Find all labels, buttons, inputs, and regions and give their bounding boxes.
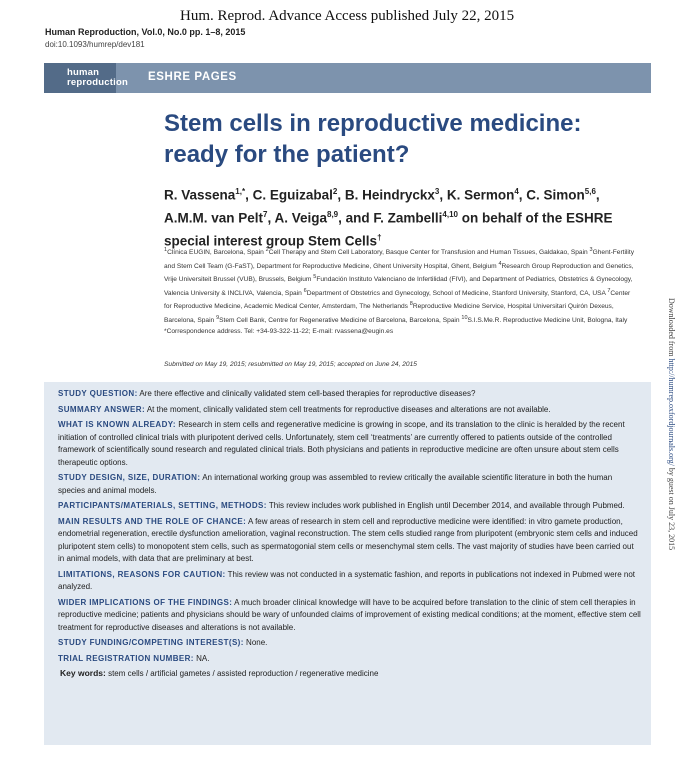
abstract-section-text: Research in stem cells and regenerative medicine is growing in scope, and its translation to the clinic is heralded by the recent initiation of controlled clinical trials with pluripotent derived cells. Unfortunately, stem cell ‘treatments’ are currently offered to patients outside of the controlled framework of scientifically sound research and regulated clinical trials. Both physicians and patients in reproductive medicine are often unsure about stem cells therapeutic options. xyxy=(58,420,625,467)
abstract-section-label: STUDY FUNDING/COMPETING INTEREST(S): xyxy=(58,638,244,647)
abstract-section-text: None. xyxy=(243,638,268,647)
section-banner xyxy=(44,63,651,93)
abstract-section xyxy=(58,500,641,513)
download-notice xyxy=(667,298,676,550)
abstract-section-label: PARTICIPANTS/MATERIALS, SETTING, METHODS: xyxy=(58,501,267,510)
abstract-section-label: STUDY QUESTION: xyxy=(58,389,138,398)
abstract-section xyxy=(58,404,641,417)
logo-line-2: reproduction xyxy=(67,77,128,88)
abstract-section xyxy=(58,472,641,497)
journal-logo xyxy=(44,63,128,93)
abstract-section-text: This review was not conducted in a systematic fashion, and reports in publications not indexed in Pubmed were not analyzed. xyxy=(58,569,635,591)
download-link[interactable]: http://humrep.oxfordjournals.org/ xyxy=(667,358,676,466)
keywords-label: Key words: xyxy=(60,668,106,678)
download-suffix: by guest on July 23, 2015 xyxy=(667,465,676,551)
doi: doi:10.1093/humrep/dev181 xyxy=(45,40,145,49)
affiliations: $^1$Clínica EUGIN, Barcelona, Spain $^2$Cell Therapy and Stem Cell Laboratory, Basque Center for Transfusion and Human Tissues, Galdakao, Spain $^3$Ghent-Fertility and Stem Cell Team (G-FaST), Department for Reproductive Medicine, Ghent University Hospital, Ghent, Belgium $^4$Research Group Reproduction and Genetics, Vrije Universiteit Brussel (VUB), Brussels, Belgium $^5$Fundación Instituto Valenciano de Infertilidad (FIVI), and Department of Pediatrics, Obstetrics & Gynecology, Valencia University & INCLIVA, Valencia, Spain $^6$Department of Obstetrics and Gynecology, School of Medicine, Stanford University, Stanford, CA, USA $^7$Center for Reproductive Medicine, Academic Medical Center, Amsterdam, The Netherlands $^8$Reproductive Medicine Service, Hospital Universitari Quirón Dexeus, Barcelona, Spain $^9$Stem Cell Bank, Centre for Regenerative Medicine of Barcelona, Barcelona, Spain $^{10}$S.I.S.Me.R. Reproductive Medicine Unit, Bologna, Italy xyxy=(164,247,635,325)
abstract-section xyxy=(58,597,641,635)
abstract-section xyxy=(58,388,641,401)
abstract-section-text: A much broader clinical knowledge will have to be acquired before translation to the clinic of stem cell therapies in reproductive medicine; patients and physicians should be wary of unfounded claims of improvement of existing medical conditions; at the moment, effective stem cell treatment for reproductive diseases and alterations is not available. xyxy=(58,597,641,632)
abstract-section-label: WIDER IMPLICATIONS OF THE FINDINGS: xyxy=(58,597,233,607)
abstract-section xyxy=(58,516,641,566)
abstract-section-label: TRIAL REGISTRATION NUMBER: xyxy=(58,653,194,663)
abstract-section-text: Are there effective and clinically validated stem cell-based therapies for reproductive diseases? xyxy=(137,389,476,398)
keywords-text: stem cells / artificial gametes / assisted reproduction / regenerative medicine xyxy=(108,669,379,678)
abstract-section-label: SUMMARY ANSWER: xyxy=(58,404,146,414)
logo-line-1: human xyxy=(67,67,100,78)
journal-citation: Human Reproduction, Vol.0, No.0 pp. 1–8, 2015 xyxy=(45,27,246,37)
abstract-section-label: STUDY DESIGN, SIZE, DURATION: xyxy=(58,473,201,482)
abstract-section-label: LIMITATIONS, REASONS FOR CAUTION: xyxy=(58,569,226,579)
abstract-section-text: A few areas of research in stem cell and reproductive medicine were identified: in vitro gamete production, endometrial regeneration, erectile dysfunction amelioration, vaginal reconstruction. The stem cells studied range from pluripotent (embryonic stem cells and induced pluripotent stem cells) to monopotent stem cells, such as spermatogonial stem cells or mesenchymal stem cells. The vast majority of studies have been carried out in animal models, with data that are preliminary at best. xyxy=(58,516,638,563)
abstract-section xyxy=(58,569,641,594)
abstract-section-label: MAIN RESULTS AND THE ROLE OF CHANCE: xyxy=(58,516,247,526)
abstract-section-text: At the moment, clinically validated stem cell treatments for reproductive diseases and alterations are not available. xyxy=(145,404,551,414)
abstract-section-label: WHAT IS KNOWN ALREADY: xyxy=(58,420,176,429)
submission-dates: Submitted on May 19, 2015; resubmitted on May 19, 2015; accepted on June 24, 2015 xyxy=(164,361,417,368)
abstract-section xyxy=(58,637,641,650)
download-prefix: Downloaded from xyxy=(667,298,676,359)
abstract-section-text: NA. xyxy=(193,653,210,663)
abstract-section-text: An international working group was assembled to review critically the available scientific literature in both the human species and animal models. xyxy=(58,473,613,495)
section-label: ESHRE PAGES xyxy=(148,71,237,83)
advance-access-line: Hum. Reprod. Advance Access published July 22, 2015 xyxy=(180,8,515,24)
abstract-section xyxy=(58,419,641,469)
abstract-section xyxy=(58,653,641,666)
keywords xyxy=(58,668,641,678)
abstract-section-text: This review includes work published in English until December 2014, and available through Pubmed. xyxy=(266,501,625,510)
author-list: R. Vassena$^{1,*}$, C. Eguizabal$^2$, B. Heindryckx$^3$, K. Sermon$^4$, C. Simon$^{5,6}$, A.M.M. van Pelt$^7$, A. Veiga$^{8,9}$, and F. Zambelli$^{4,10}$ on behalf of the ESHRE special interest group Stem Cells† xyxy=(164,187,613,249)
structured-abstract xyxy=(44,382,651,745)
correspondence: *Correspondence address. Tel: +34-93-322-11-22; E-mail: rvassena@eugin.es xyxy=(164,328,394,335)
article-title: Stem cells in reproductive medicine: ready for the patient? xyxy=(164,110,582,168)
